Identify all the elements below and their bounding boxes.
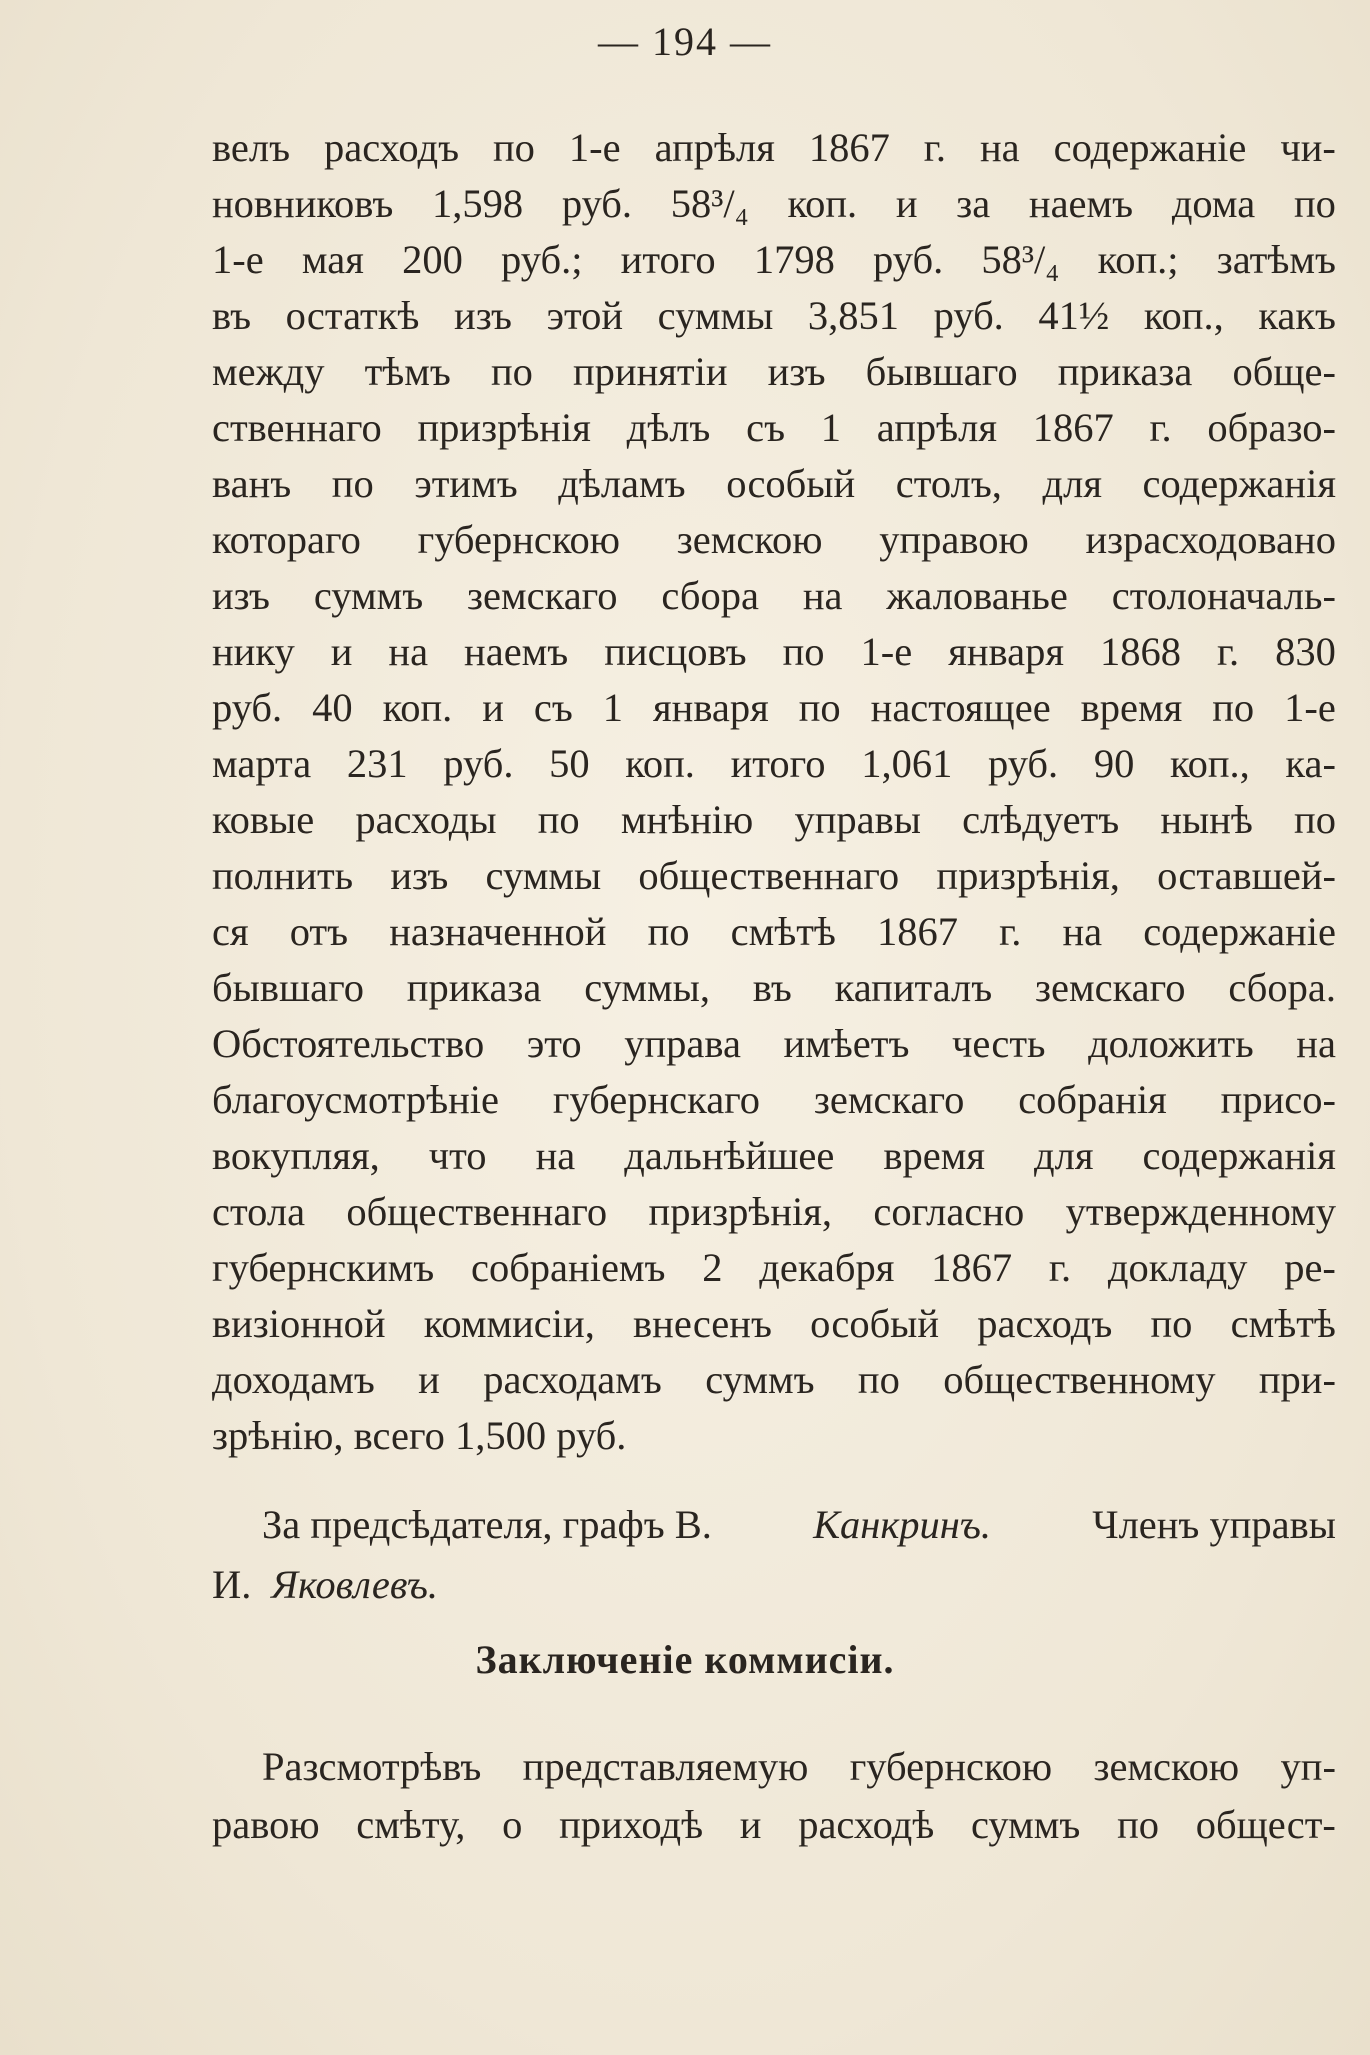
- word: 2: [702, 1245, 723, 1290]
- word: израсходовано: [1085, 517, 1336, 562]
- word: равою: [212, 1802, 320, 1847]
- word: о: [502, 1802, 523, 1847]
- word: при-: [1258, 1357, 1336, 1402]
- word: капиталъ: [834, 965, 993, 1010]
- word: назначенной: [389, 909, 607, 954]
- word: по: [490, 349, 533, 394]
- word: земскаго: [467, 573, 618, 618]
- word: время: [1080, 685, 1183, 730]
- word: для: [1042, 461, 1102, 506]
- word: слѣдуетъ: [962, 797, 1120, 842]
- word: наемъ: [464, 629, 569, 674]
- word: утвержденному: [1065, 1189, 1336, 1234]
- word: апрѣля: [876, 405, 997, 450]
- page-number: — 194 —: [598, 19, 772, 64]
- word: полнить: [212, 853, 354, 898]
- word: руб.: [873, 237, 944, 282]
- word: по: [493, 125, 535, 170]
- text-line: [212, 1240, 1336, 1296]
- word: 3,851: [807, 293, 900, 338]
- word: жалованье: [886, 573, 1068, 618]
- word: 1,598: [432, 181, 524, 226]
- word: по: [798, 685, 841, 730]
- word: 200: [402, 237, 463, 282]
- word: тѣмъ: [364, 349, 451, 394]
- word: 58³/₄: [670, 181, 749, 226]
- word: и: [739, 1802, 762, 1847]
- word: оставшей-: [1157, 853, 1336, 898]
- word: и: [418, 1357, 440, 1402]
- word: суммы: [485, 853, 602, 898]
- word: визiонной: [212, 1301, 386, 1346]
- word: 1867: [1032, 405, 1114, 450]
- word: земскаго: [1035, 965, 1186, 1010]
- word: писцовъ: [604, 629, 747, 674]
- word: 1,061: [861, 741, 953, 786]
- word: и: [895, 181, 918, 226]
- text-line: [212, 904, 1336, 960]
- word: дѣламъ: [558, 461, 686, 506]
- word: руб.: [212, 685, 283, 730]
- word: общественному: [943, 1357, 1216, 1402]
- word: вокупляя,: [212, 1133, 380, 1178]
- word: это: [526, 1021, 582, 1066]
- conclusion-paragraph: [212, 1738, 1336, 1854]
- word: Обстоятельство: [212, 1021, 485, 1066]
- word: 231: [346, 741, 408, 786]
- section-heading: Заключенiе коммисiи.: [475, 1637, 895, 1682]
- text-line: [212, 736, 1336, 792]
- word: марта: [212, 741, 312, 786]
- word: г.: [1048, 1245, 1072, 1290]
- word: приходѣ: [559, 1802, 704, 1847]
- word: губернскаго: [552, 1077, 761, 1122]
- word: обще-: [1232, 349, 1336, 394]
- word: содержанiе: [1053, 125, 1247, 170]
- text-line: [212, 456, 1336, 512]
- word: ванъ: [212, 461, 292, 506]
- word: руб.: [933, 293, 1004, 338]
- word: особый: [810, 1301, 940, 1346]
- word: земскою: [1093, 1744, 1240, 1789]
- word: затѣмъ: [1216, 237, 1336, 282]
- word: этимъ: [414, 461, 518, 506]
- word: доходамъ: [212, 1357, 375, 1402]
- word: призрѣнiя,: [648, 1189, 833, 1234]
- word: 58³/₄: [981, 237, 1060, 282]
- word: управа: [624, 1021, 741, 1066]
- word: дома: [1171, 181, 1256, 226]
- word: 1-е: [212, 237, 264, 282]
- word: содержанiя: [1142, 1133, 1336, 1178]
- text-line: [212, 1738, 1336, 1796]
- word: ре-: [1284, 1245, 1336, 1290]
- text-line: зрѣнiю, всего 1,500 руб.: [212, 1413, 627, 1458]
- word: расходъ: [977, 1301, 1113, 1346]
- word: принятiи: [572, 349, 728, 394]
- word: этой: [546, 293, 624, 338]
- word: по: [1293, 181, 1336, 226]
- word: коп.;: [1097, 237, 1179, 282]
- word: общественнаго: [638, 853, 900, 898]
- word: отъ: [289, 909, 349, 954]
- word: съ: [533, 685, 573, 730]
- signature-line-1: [212, 1495, 1336, 1555]
- word: губернскою: [417, 517, 620, 562]
- word: образо-: [1207, 405, 1336, 450]
- word: 40: [312, 685, 353, 730]
- word: изъ: [390, 853, 449, 898]
- word: 41½: [1038, 293, 1110, 338]
- word: суммъ: [313, 573, 424, 618]
- word: изъ: [212, 573, 270, 618]
- text-line: [212, 848, 1336, 904]
- word: ка-: [1285, 741, 1336, 786]
- word: имѣетъ: [783, 1021, 910, 1066]
- word: земскою: [676, 517, 823, 562]
- word: 1868: [1099, 629, 1181, 674]
- word: на: [1062, 909, 1103, 954]
- word: земскаго: [813, 1077, 965, 1122]
- word: по: [647, 909, 690, 954]
- word: бывшаго: [865, 349, 1018, 394]
- word: согласно: [873, 1189, 1025, 1234]
- word: докладу: [1107, 1245, 1248, 1290]
- word: призрѣнiя,: [936, 853, 1120, 898]
- word: въ: [752, 965, 792, 1010]
- word: мнѣнiю: [620, 797, 754, 842]
- word: доложить: [1088, 1021, 1254, 1066]
- word: настоящее: [870, 685, 1051, 730]
- word: собранiемъ: [470, 1245, 666, 1290]
- word: губернскимъ: [212, 1245, 435, 1290]
- word: велъ: [212, 125, 291, 170]
- word: столъ,: [895, 461, 1002, 506]
- word: столоначаль-: [1111, 573, 1336, 618]
- word: на: [802, 573, 843, 618]
- word: на: [979, 125, 1020, 170]
- word: 1: [602, 685, 624, 730]
- text-line: [212, 344, 1336, 400]
- word: призрѣнiя: [417, 405, 591, 450]
- word: суммъ: [970, 1802, 1081, 1847]
- word: управы: [794, 797, 921, 842]
- word: руб.;: [501, 237, 583, 282]
- word: коп.: [382, 685, 453, 730]
- word: ственнаго: [212, 405, 382, 450]
- chairman-name: Канкринъ.: [813, 1502, 992, 1547]
- word: итого: [730, 741, 826, 786]
- word: время: [883, 1133, 985, 1178]
- body-paragraph: [212, 120, 1336, 1464]
- word: 830: [1275, 629, 1336, 674]
- text-line: [212, 176, 1336, 232]
- word: по: [1150, 1301, 1193, 1346]
- word: расходѣ: [798, 1802, 935, 1847]
- word: 90: [1093, 741, 1135, 786]
- word: сбора.: [1228, 965, 1336, 1010]
- word: остаткѣ: [285, 293, 420, 338]
- word: сбора: [661, 573, 759, 618]
- word: по: [857, 1357, 900, 1402]
- word: по: [782, 629, 825, 674]
- word: съ: [746, 405, 786, 450]
- word: г.: [923, 125, 946, 170]
- word: г.: [1149, 405, 1172, 450]
- word: стола: [212, 1189, 306, 1234]
- text-line: [212, 1296, 1336, 1352]
- chairman-title: За предсѣдателя, графъ В.: [262, 1502, 712, 1547]
- word: чи-: [1280, 125, 1336, 170]
- word: смѣтѣ: [1230, 1301, 1336, 1346]
- text-line: [212, 1072, 1336, 1128]
- signature-line-2: [212, 1555, 1336, 1615]
- word: коп.: [787, 181, 858, 226]
- text-line: [212, 1128, 1336, 1184]
- word: на: [388, 629, 429, 674]
- word: внесенъ: [633, 1301, 772, 1346]
- word: мая: [301, 237, 364, 282]
- word: расходамъ: [483, 1357, 662, 1402]
- word: управою: [879, 517, 1029, 562]
- word: по: [1117, 1802, 1159, 1847]
- word: 1867: [931, 1245, 1013, 1290]
- text-line: [212, 792, 1336, 848]
- word: расходъ: [324, 125, 460, 170]
- text-line: [212, 288, 1336, 344]
- word: 1867: [808, 125, 890, 170]
- word: на: [1296, 1021, 1336, 1066]
- word: руб.: [987, 741, 1059, 786]
- text-line: [212, 1352, 1336, 1408]
- word: 1: [820, 405, 842, 450]
- word: нынѣ: [1160, 797, 1253, 842]
- word: суммы,: [584, 965, 710, 1010]
- word: смѣтѣ: [730, 909, 836, 954]
- text-line: [212, 1016, 1336, 1072]
- word: приказа: [1057, 349, 1193, 394]
- word: коп.,: [1169, 741, 1250, 786]
- word: содержанiе: [1143, 909, 1336, 954]
- word: за: [956, 181, 991, 226]
- word: какъ: [1258, 293, 1336, 338]
- word: г.: [1216, 629, 1240, 674]
- word: между: [212, 349, 325, 394]
- signature-block: [212, 1495, 1336, 1615]
- word: и: [330, 629, 353, 674]
- word: для: [1034, 1133, 1094, 1178]
- word: благоусмотрѣнiе: [212, 1077, 500, 1122]
- word: и: [482, 685, 504, 730]
- member-initial: И.: [212, 1562, 252, 1607]
- word: присо-: [1220, 1077, 1336, 1122]
- word: смѣту,: [356, 1802, 466, 1847]
- word: уп-: [1280, 1744, 1336, 1789]
- word: наемъ: [1028, 181, 1134, 226]
- word: апрѣля: [654, 125, 775, 170]
- text-line: [212, 680, 1336, 736]
- word: новниковъ: [212, 181, 394, 226]
- word: по: [331, 461, 374, 506]
- text-line: [212, 232, 1336, 288]
- word: 50: [549, 741, 590, 786]
- word: Разсмотрѣвъ: [262, 1744, 482, 1789]
- word: января: [653, 685, 769, 730]
- member-title: Членъ управы: [1092, 1502, 1336, 1547]
- word: дѣлъ: [626, 405, 711, 450]
- word: по: [1294, 797, 1336, 842]
- word: 1867: [877, 909, 959, 954]
- text-line: [212, 400, 1336, 456]
- text-line: [212, 568, 1336, 624]
- word: по: [537, 797, 580, 842]
- word: честь: [952, 1021, 1046, 1066]
- text-line: [212, 1796, 1336, 1854]
- word: особый: [726, 461, 856, 506]
- word: нику: [212, 629, 295, 674]
- word: дальнѣйшее: [624, 1133, 835, 1178]
- word: руб.: [443, 741, 514, 786]
- word: собранiя: [1018, 1077, 1167, 1122]
- word: по: [1212, 685, 1255, 730]
- word: коп.,: [1143, 293, 1224, 338]
- word: суммы: [657, 293, 774, 338]
- word: содержанiя: [1142, 461, 1336, 506]
- word: января: [948, 629, 1064, 674]
- word: декабря: [759, 1245, 895, 1290]
- word: г.: [999, 909, 1022, 954]
- word: общественнаго: [346, 1189, 608, 1234]
- word: на: [535, 1133, 576, 1178]
- word: представляемую: [522, 1744, 809, 1789]
- word: ся: [212, 909, 249, 954]
- word: расходы: [355, 797, 497, 842]
- word: что: [428, 1133, 487, 1178]
- word: изъ: [767, 349, 826, 394]
- word: 1-е: [1284, 685, 1336, 730]
- word: ковые: [212, 797, 315, 842]
- text-line: [212, 1184, 1336, 1240]
- word: изъ: [454, 293, 512, 338]
- word: коп.: [625, 741, 695, 786]
- word: коммисiи,: [423, 1301, 595, 1346]
- text-line: [212, 960, 1336, 1016]
- word: итого: [620, 237, 716, 282]
- word: суммъ: [705, 1357, 815, 1402]
- word: руб.: [561, 181, 633, 226]
- word: губернскою: [849, 1744, 1053, 1789]
- word: приказа: [406, 965, 542, 1010]
- text-line: [212, 120, 1336, 176]
- word: въ: [212, 293, 252, 338]
- text-line: [212, 512, 1336, 568]
- member-name: Яковлевъ.: [271, 1562, 439, 1607]
- word: 1-е: [568, 125, 621, 170]
- word: котораго: [212, 517, 361, 562]
- text-line: [212, 624, 1336, 680]
- word: бывшаго: [212, 965, 364, 1010]
- word: 1-е: [860, 629, 913, 674]
- word: 1798: [753, 237, 835, 282]
- word: общест-: [1195, 1802, 1336, 1847]
